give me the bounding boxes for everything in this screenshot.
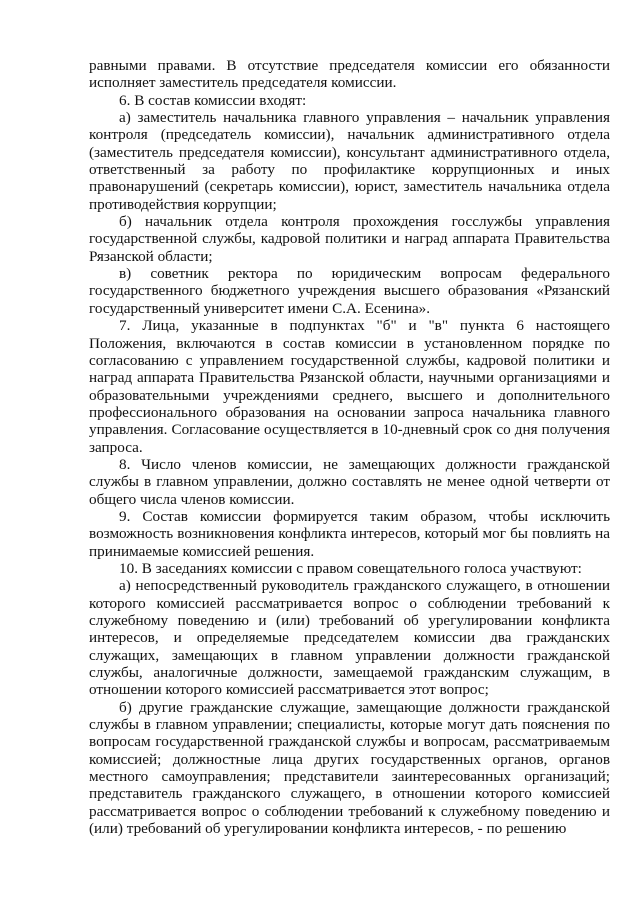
paragraph-item-6: 6. В состав комиссии входят: bbox=[119, 91, 307, 109]
paragraph-item-6a: а) заместитель начальника главного управления – начальник управления контроля (председатель комиссии), начальник административного отдела (заместитель председателя комиссии), консультант административного отдела, ответственный за работу по профилактике коррупционных и иных правонарушений (секретарь комиссии), юрист, заместитель начальника отдела противодействия коррупции; bbox=[89, 109, 610, 213]
paragraph-item-10b: б) другие гражданские служащие, замещающие должности гражданской службы в главном управлении; специалисты, которые могут дать пояснения по вопросам государственной гражданской службы и вопросам, рассматриваемым комиссией; должностные лица других государственных органов, органов местного самоуправления; представители заинтересованных организаций; представитель гражданского служащего, в отношении которого комиссией рассматривается вопрос о соблюдении требований к служебному поведению и (или) требований об урегулировании конфликта интересов, - по решению bbox=[89, 698, 610, 838]
paragraph-item-10: 10. В заседаниях комиссии с правом совещательного голоса участвуют: bbox=[119, 559, 582, 577]
paragraph-item-6b: б) начальник отдела контроля прохождения госслужбы управления государственной службы, кадровой политики и наград аппарата Правительства Рязанской области; bbox=[89, 213, 610, 265]
paragraph-item-8: 8. Число членов комиссии, не замещающих должности гражданской службы в главном управлении, должно составлять не менее одной четверти от общего числа членов комиссии. bbox=[89, 455, 610, 508]
paragraph-item-7: 7. Лица, указанные в подпунктах "б" и "в" пункта 6 настоящего Положения, включаются в состав комиссии в установленном порядке по согласованию с управлением государственной службы, кадровой политики и наград аппарата Правительства Рязанской области, научными организациями и образовательными учреждениями среднего, высшего и дополнительного профессионального образования на основании запроса начальника главного управления. Согласование осуществляется в 10-дневный срок со дня получения запроса. bbox=[89, 317, 610, 456]
paragraph-item-10a: а) непосредственный руководитель гражданского служащего, в отношении которого комиссией рассматривается вопрос о соблюдении требований к служебному поведению и (или) требований об урегулировании конфликта интересов, и определяемые председателем комиссии два гражданских служащих, замещающих в главном управлении должности гражданской службы, аналогичные должности, замещаемой гражданским служащим, в отношении которого комиссией рассматривается этот вопрос; bbox=[89, 577, 610, 699]
paragraph-item-9: 9. Состав комиссии формируется таким образом, чтобы исключить возможность возникновения конфликта интересов, который мог бы повлиять на принимаемые комиссией решения. bbox=[89, 507, 610, 560]
paragraph-item-6v: в) советник ректора по юридическим вопросам федерального государственного бюджетного учреждения высшего образования «Рязанский государственный университет имени С.А. Есенина». bbox=[89, 265, 610, 317]
document-page bbox=[89, 57, 610, 837]
paragraph-continuation: равными правами. В отсутствие председателя комиссии его обязанности исполняет заместитель председателя комиссии. bbox=[89, 57, 610, 92]
